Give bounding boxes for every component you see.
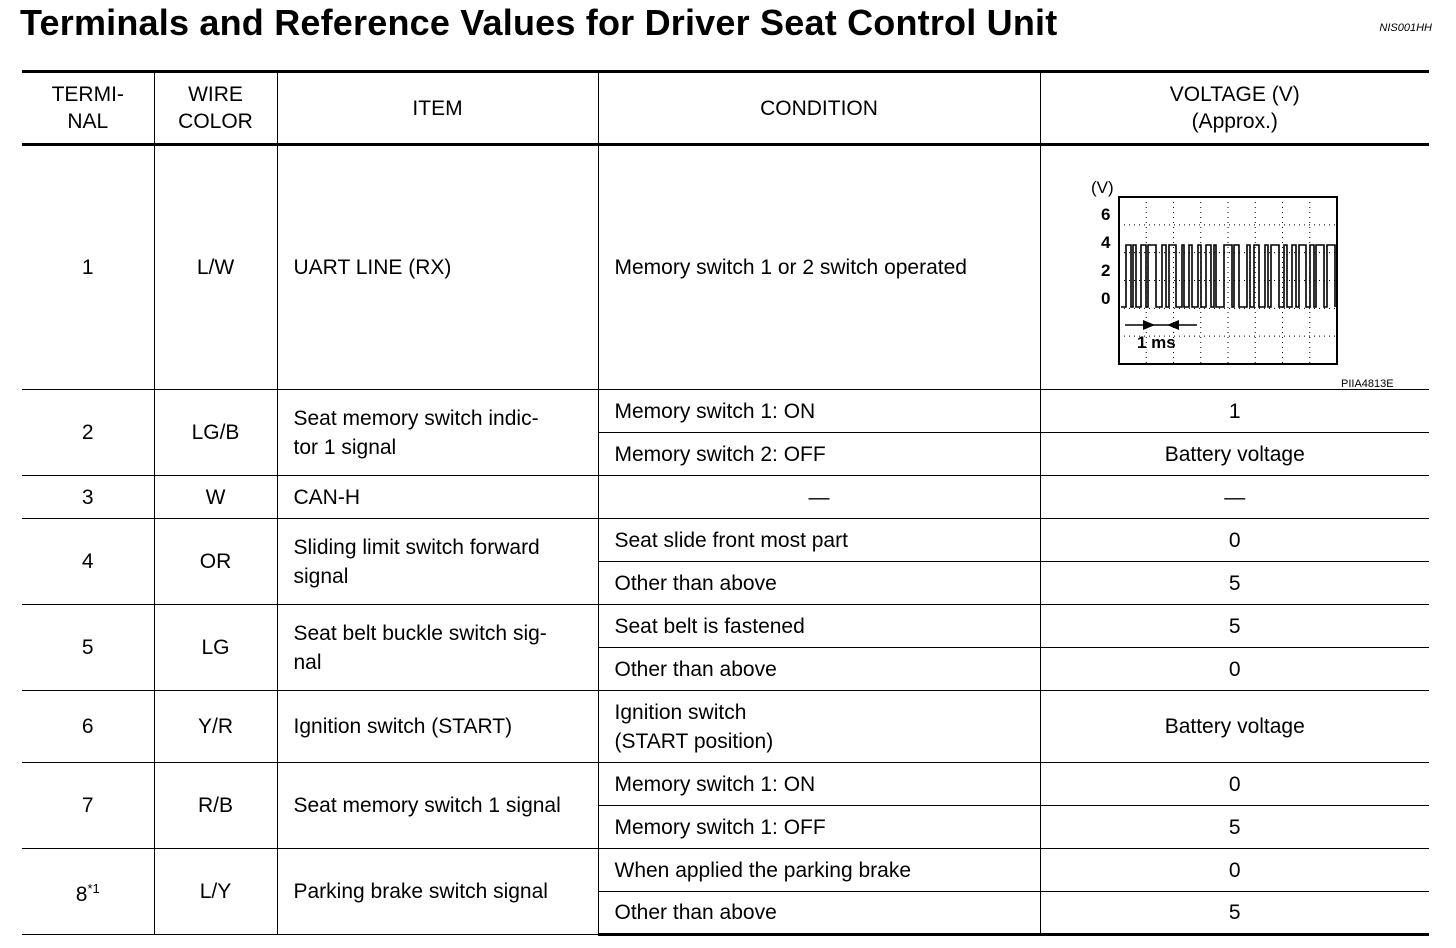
- header-condition: CONDITION: [598, 72, 1040, 145]
- condition-cell: Memory switch 1: ON: [598, 763, 1040, 806]
- item-cell: Seat memory switch indic- tor 1 signal: [277, 390, 598, 476]
- page-title: Terminals and Reference Values for Driver Seat Control Unit: [20, 2, 1058, 43]
- condition-cell: Seat slide front most part: [598, 519, 1040, 562]
- voltage-cell: 5: [1040, 892, 1429, 935]
- waveform-unit-label: (V): [1090, 177, 1114, 197]
- header-terminal: TERMI- NAL: [22, 72, 154, 145]
- wire-color-cell: L/Y: [154, 849, 277, 935]
- item-cell: Sliding limit switch forward signal: [277, 519, 598, 605]
- table-row: [22, 763, 1429, 806]
- wire-color-cell: W: [154, 476, 277, 519]
- table-header-row: [22, 72, 1429, 145]
- terminal-cell: 3: [22, 476, 154, 519]
- condition-cell: Other than above: [598, 892, 1040, 935]
- voltage-cell: 5: [1040, 562, 1429, 605]
- condition-cell: Other than above: [598, 562, 1040, 605]
- table-row: [22, 605, 1429, 648]
- terminal-cell: 2: [22, 390, 154, 476]
- wire-color-cell: L/W: [154, 145, 277, 390]
- wire-color-cell: R/B: [154, 763, 277, 849]
- voltage-cell: 0: [1040, 519, 1429, 562]
- terminal-cell: 7: [22, 763, 154, 849]
- voltage-cell: 0: [1040, 648, 1429, 691]
- wire-color-cell: Y/R: [154, 691, 277, 763]
- header-wire-color: WIRE COLOR: [154, 72, 277, 145]
- item-cell: UART LINE (RX): [277, 145, 598, 390]
- condition-cell: Memory switch 2: OFF: [598, 433, 1040, 476]
- item-cell: Seat belt buckle switch sig- nal: [277, 605, 598, 691]
- voltage-cell: Battery voltage: [1040, 433, 1429, 476]
- header-voltage: VOLTAGE (V) (Approx.): [1040, 72, 1429, 145]
- condition-cell: When applied the parking brake: [598, 849, 1040, 892]
- terminal-cell: 4: [22, 519, 154, 605]
- item-cell: Parking brake switch signal: [277, 849, 598, 935]
- terminal-cell: 1: [22, 145, 154, 390]
- figure-id: PIIA4813E: [1340, 377, 1394, 390]
- header-item: ITEM: [277, 72, 598, 145]
- terminal-reference-table: [22, 70, 1429, 936]
- arrow-right-icon: [1143, 320, 1155, 330]
- uart-waveform-figure: [1063, 163, 1413, 390]
- terminal-cell: 8$^{*1}$: [22, 849, 154, 935]
- waveform-y-tick: 0: [1100, 288, 1110, 308]
- condition-cell: Memory switch 1 or 2 switch operated: [598, 145, 1040, 390]
- voltage-cell: 0: [1040, 763, 1429, 806]
- condition-cell: Other than above: [598, 648, 1040, 691]
- waveform-cell: [1040, 145, 1429, 390]
- voltage-cell: 5: [1040, 605, 1429, 648]
- table-row: [22, 691, 1429, 763]
- arrow-left-icon: [1167, 320, 1179, 330]
- document-id: NIS001HH: [1379, 22, 1432, 34]
- waveform-y-tick: 4: [1100, 232, 1110, 252]
- terminal-cell: 5: [22, 605, 154, 691]
- voltage-cell: —: [1040, 476, 1429, 519]
- wire-color-cell: OR: [154, 519, 277, 605]
- wire-color-cell: LG: [154, 605, 277, 691]
- condition-cell: —: [598, 476, 1040, 519]
- voltage-cell: 5: [1040, 806, 1429, 849]
- voltage-cell: 0: [1040, 849, 1429, 892]
- waveform-y-tick: 6: [1100, 204, 1110, 224]
- table-row: [22, 476, 1429, 519]
- waveform-y-tick: 2: [1100, 260, 1110, 280]
- time-scale-label: 1 ms: [1136, 332, 1176, 352]
- voltage-cell: 1: [1040, 390, 1429, 433]
- condition-cell: Seat belt is fastened: [598, 605, 1040, 648]
- table-row: [22, 145, 1429, 390]
- item-cell: CAN-H: [277, 476, 598, 519]
- item-cell: Seat memory switch 1 signal: [277, 763, 598, 849]
- condition-cell: Memory switch 1: OFF: [598, 806, 1040, 849]
- terminal-footnote-mark: *1: [87, 881, 100, 896]
- terminal-cell: 6: [22, 691, 154, 763]
- table-row: [22, 519, 1429, 562]
- wire-color-cell: LG/B: [154, 390, 277, 476]
- condition-cell: Ignition switch (START position): [598, 691, 1040, 763]
- table-row: [22, 390, 1429, 433]
- voltage-cell: Battery voltage: [1040, 691, 1429, 763]
- table-row: [22, 849, 1429, 892]
- condition-cell: Memory switch 1: ON: [598, 390, 1040, 433]
- item-cell: Ignition switch (START): [277, 691, 598, 763]
